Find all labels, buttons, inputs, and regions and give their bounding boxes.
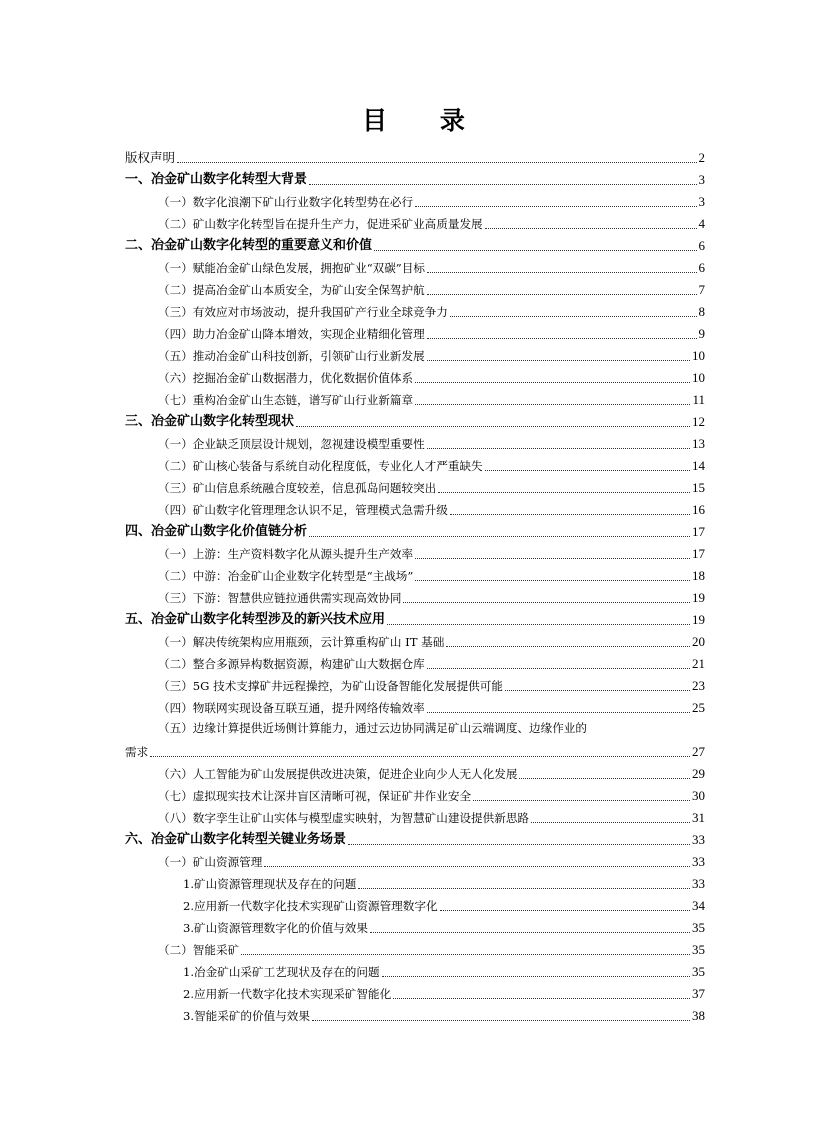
dot-leader bbox=[177, 161, 696, 163]
toc-subsection[interactable] bbox=[125, 981, 705, 1003]
toc-entry-text: 3.矿山资源管理数字化的价值与效果 bbox=[183, 921, 368, 935]
toc-entry-text: （一）赋能冶金矿山绿色发展，拥抱矿业“双碳”目标 bbox=[158, 261, 425, 275]
dot-leader bbox=[427, 447, 690, 449]
toc-chapter[interactable] bbox=[125, 167, 705, 189]
toc-page-number: 9 bbox=[698, 326, 705, 341]
toc-page-number: 4 bbox=[698, 216, 705, 231]
toc-page-number: 15 bbox=[692, 480, 705, 495]
dot-leader bbox=[519, 777, 690, 779]
toc-page-number: 6 bbox=[698, 260, 705, 275]
toc-entry-text: （六）人工智能为矿山发展提供改进决策，促进企业向少人无人化发展 bbox=[158, 767, 518, 781]
toc-section[interactable] bbox=[125, 541, 705, 563]
dot-leader bbox=[427, 337, 697, 339]
dot-leader bbox=[415, 557, 690, 559]
toc-page-number: 35 bbox=[692, 920, 705, 935]
dot-leader bbox=[387, 623, 690, 625]
dot-leader bbox=[358, 887, 690, 889]
toc-entry-text: （七）重构冶金矿山生态链，谱写矿山行业新篇章 bbox=[158, 393, 414, 407]
toc-entry-text: 1.矿山资源管理现状及存在的问题 bbox=[183, 877, 357, 891]
toc-entry-text: （二）矿山数字化转型旨在提升生产力，促进采矿业高质量发展 bbox=[158, 217, 483, 231]
toc-page-number: 37 bbox=[692, 986, 705, 1001]
toc-page-number: 14 bbox=[692, 458, 705, 473]
dot-leader bbox=[446, 645, 690, 647]
toc-subsection[interactable] bbox=[125, 871, 705, 893]
dot-leader bbox=[450, 513, 690, 515]
toc-entry-text: （四）矿山数字化管理理念认识不足，管理模式急需升级 bbox=[158, 503, 448, 517]
toc-section[interactable] bbox=[125, 255, 705, 277]
toc-page-number: 13 bbox=[692, 436, 705, 451]
dot-leader bbox=[427, 359, 690, 361]
toc-entry-text: 二、冶金矿山数字化转型的重要意义和价值 bbox=[125, 238, 373, 253]
toc-entry-text: 1.冶金矿山采矿工艺现状及存在的问题 bbox=[183, 965, 380, 979]
dot-leader bbox=[450, 315, 697, 317]
toc-page-number: 31 bbox=[692, 810, 705, 825]
toc-section[interactable] bbox=[125, 585, 705, 607]
toc-entry-text: （二）整合多源异构数据资源，构建矿山大数据仓库 bbox=[158, 657, 425, 671]
dot-leader bbox=[427, 667, 690, 669]
toc-section[interactable] bbox=[125, 695, 705, 717]
toc-entry-text: 四、冶金矿山数字化价值链分析 bbox=[125, 524, 308, 539]
toc-chapter[interactable] bbox=[125, 607, 705, 629]
toc-page-number: 23 bbox=[692, 678, 705, 693]
dot-leader bbox=[150, 755, 690, 757]
toc-page-number: 16 bbox=[692, 502, 705, 517]
dot-leader bbox=[393, 997, 690, 999]
toc-page-number: 29 bbox=[692, 766, 705, 781]
toc-entry-text: （一）企业缺乏顶层设计规划，忽视建设模型重要性 bbox=[158, 437, 425, 451]
toc-page-number: 38 bbox=[692, 1008, 705, 1023]
toc-entry[interactable] bbox=[125, 145, 705, 167]
toc-entry-text: （一）数字化浪潮下矿山行业数字化转型势在必行 bbox=[158, 195, 414, 209]
toc-section-wrapped[interactable] bbox=[125, 717, 705, 761]
dot-leader bbox=[415, 579, 690, 581]
toc-page-number: 7 bbox=[698, 282, 705, 297]
toc-chapter[interactable] bbox=[125, 827, 705, 849]
toc-section[interactable] bbox=[125, 937, 705, 959]
toc-entry-text: （一）上游：生产资料数字化从源头提升生产效率 bbox=[158, 547, 414, 561]
toc-section[interactable] bbox=[125, 849, 705, 871]
toc-entry-text: （二）中游：冶金矿山企业数字化转型是“主战场” bbox=[158, 569, 414, 583]
toc-page-number: 2 bbox=[698, 150, 705, 165]
toc-section[interactable] bbox=[125, 805, 705, 827]
toc-entry-text: （三）有效应对市场波动，提升我国矿产行业全球竞争力 bbox=[158, 305, 448, 319]
page-title: 目 录 bbox=[362, 106, 487, 135]
toc-entry-text: 三、冶金矿山数字化转型现状 bbox=[125, 414, 295, 429]
toc-entry-text: 一、冶金矿山数字化转型大背景 bbox=[125, 172, 308, 187]
toc-entry-text: 2.应用新一代数字化技术实现矿山资源管理数字化 bbox=[183, 899, 438, 913]
dot-leader bbox=[427, 711, 690, 713]
toc-page-number: 33 bbox=[692, 876, 705, 891]
dot-leader bbox=[415, 403, 690, 405]
toc-subsection[interactable] bbox=[125, 1003, 705, 1025]
toc-section[interactable] bbox=[125, 299, 705, 321]
toc-section[interactable] bbox=[125, 343, 705, 365]
dot-leader bbox=[309, 183, 696, 185]
toc-entry-text: （五）推动冶金矿山科技创新，引领矿山行业新发展 bbox=[158, 349, 425, 363]
toc-section[interactable] bbox=[125, 651, 705, 673]
toc-entry-text: 五、冶金矿山数字化转型涉及的新兴技术应用 bbox=[125, 612, 386, 627]
toc-entry-text: （一）解决传统架构应用瓶颈，云计算重构矿山 IT 基础 bbox=[158, 635, 445, 649]
toc-chapter[interactable] bbox=[125, 409, 705, 431]
toc-section[interactable] bbox=[125, 761, 705, 783]
toc-page-number: 12 bbox=[692, 414, 705, 429]
toc-section[interactable] bbox=[125, 431, 705, 453]
dot-leader bbox=[309, 535, 690, 537]
toc-section[interactable] bbox=[125, 783, 705, 805]
toc-entry-text: （二）矿山核心装备与系统自动化程度低，专业化人才严重缺失 bbox=[158, 459, 483, 473]
toc-entry-text: 2.应用新一代数字化技术实现采矿智能化 bbox=[183, 987, 392, 1001]
dot-leader bbox=[438, 491, 690, 493]
dot-leader bbox=[473, 799, 690, 801]
toc-entry-text: （二）提高冶金矿山本质安全，为矿山安全保驾护航 bbox=[158, 283, 425, 297]
toc-entry-text: 版权声明 bbox=[125, 150, 176, 165]
toc-section[interactable] bbox=[125, 475, 705, 497]
toc-page-number: 19 bbox=[692, 612, 705, 627]
toc-entry-text: 六、冶金矿山数字化转型关键业务场景 bbox=[125, 832, 347, 847]
table-of-contents bbox=[125, 145, 705, 1025]
toc-page-number: 17 bbox=[692, 546, 705, 561]
toc-chapter[interactable] bbox=[125, 233, 705, 255]
dot-leader bbox=[370, 931, 690, 933]
toc-page-number: 3 bbox=[698, 172, 705, 187]
toc-page-number: 35 bbox=[692, 964, 705, 979]
toc-chapter[interactable] bbox=[125, 519, 705, 541]
toc-section[interactable] bbox=[125, 453, 705, 475]
toc-subsection[interactable] bbox=[125, 915, 705, 937]
toc-entry-text: （三）下游：智慧供应链拉通供需实现高效协同 bbox=[158, 591, 402, 605]
toc-page-number: 27 bbox=[692, 744, 705, 759]
toc-section[interactable] bbox=[125, 497, 705, 519]
toc-entry-text: （三）5G 技术支撑矿井远程操控，为矿山设备智能化发展提供可能 bbox=[158, 679, 503, 693]
toc-section[interactable] bbox=[125, 277, 705, 299]
toc-page-number: 21 bbox=[692, 656, 705, 671]
toc-page-number: 33 bbox=[692, 832, 705, 847]
toc-page-number: 33 bbox=[692, 854, 705, 869]
dot-leader bbox=[348, 843, 690, 845]
toc-section[interactable] bbox=[125, 321, 705, 343]
toc-section[interactable] bbox=[125, 189, 705, 211]
toc-page-number: 3 bbox=[698, 194, 705, 209]
toc-page-number: 6 bbox=[698, 238, 705, 253]
toc-page-number: 18 bbox=[692, 568, 705, 583]
dot-leader bbox=[485, 469, 690, 471]
toc-entry-text: （八）数字孪生让矿山实体与模型虚实映射，为智慧矿山建设提供新思路 bbox=[158, 811, 530, 825]
dot-leader bbox=[440, 909, 690, 911]
toc-entry-text: （三）矿山信息系统融合度较差，信息孤岛问题较突出 bbox=[158, 481, 437, 495]
dot-leader bbox=[427, 293, 697, 295]
toc-page-number: 8 bbox=[698, 304, 705, 319]
toc-page-number: 11 bbox=[692, 392, 705, 407]
toc-page-number: 20 bbox=[692, 634, 705, 649]
dot-leader bbox=[264, 865, 690, 867]
toc-section[interactable] bbox=[125, 387, 705, 409]
toc-page-number: 30 bbox=[692, 788, 705, 803]
dot-leader bbox=[403, 601, 690, 603]
toc-page-number: 25 bbox=[692, 700, 705, 715]
toc-section[interactable] bbox=[125, 673, 705, 695]
toc-entry-text-line1: （五）边缘计算提供近场侧计算能力，通过云边协同满足矿山云端调度、边缘作业的 bbox=[158, 721, 587, 735]
toc-entry-text: 3.智能采矿的价值与效果 bbox=[183, 1009, 310, 1023]
dot-leader bbox=[312, 1019, 690, 1021]
toc-entry-text: （七）虚拟现实技术让深井盲区清晰可视，保证矿井作业安全 bbox=[158, 789, 472, 803]
toc-entry-text-line2: 需求 bbox=[125, 745, 149, 759]
dot-leader bbox=[382, 975, 690, 977]
toc-section[interactable] bbox=[125, 629, 705, 651]
toc-subsection[interactable] bbox=[125, 959, 705, 981]
toc-page-number: 34 bbox=[692, 898, 705, 913]
toc-entry-text: （四）助力冶金矿山降本增效，实现企业精细化管理 bbox=[158, 327, 425, 341]
toc-page-number: 35 bbox=[692, 942, 705, 957]
toc-page-number: 10 bbox=[692, 370, 705, 385]
toc-entry-text: （四）物联网实现设备互联互通，提升网络传输效率 bbox=[158, 701, 425, 715]
dot-leader bbox=[296, 425, 690, 427]
toc-page-number: 10 bbox=[692, 348, 705, 363]
dot-leader bbox=[531, 821, 690, 823]
dot-leader bbox=[241, 953, 690, 955]
dot-leader bbox=[415, 205, 696, 207]
toc-entry-text: （一）矿山资源管理 bbox=[158, 855, 263, 869]
toc-section[interactable] bbox=[125, 365, 705, 387]
dot-leader bbox=[505, 689, 690, 691]
toc-section[interactable] bbox=[125, 563, 705, 585]
toc-page-number: 17 bbox=[692, 524, 705, 539]
dot-leader bbox=[415, 381, 690, 383]
dot-leader bbox=[427, 271, 697, 273]
dot-leader bbox=[374, 249, 696, 251]
toc-section[interactable] bbox=[125, 211, 705, 233]
toc-subsection[interactable] bbox=[125, 893, 705, 915]
toc-entry-text: （六）挖掘冶金矿山数据潜力，优化数据价值体系 bbox=[158, 371, 414, 385]
toc-page-number: 19 bbox=[692, 590, 705, 605]
toc-entry-text: （二）智能采矿 bbox=[158, 943, 240, 957]
dot-leader bbox=[485, 227, 697, 229]
